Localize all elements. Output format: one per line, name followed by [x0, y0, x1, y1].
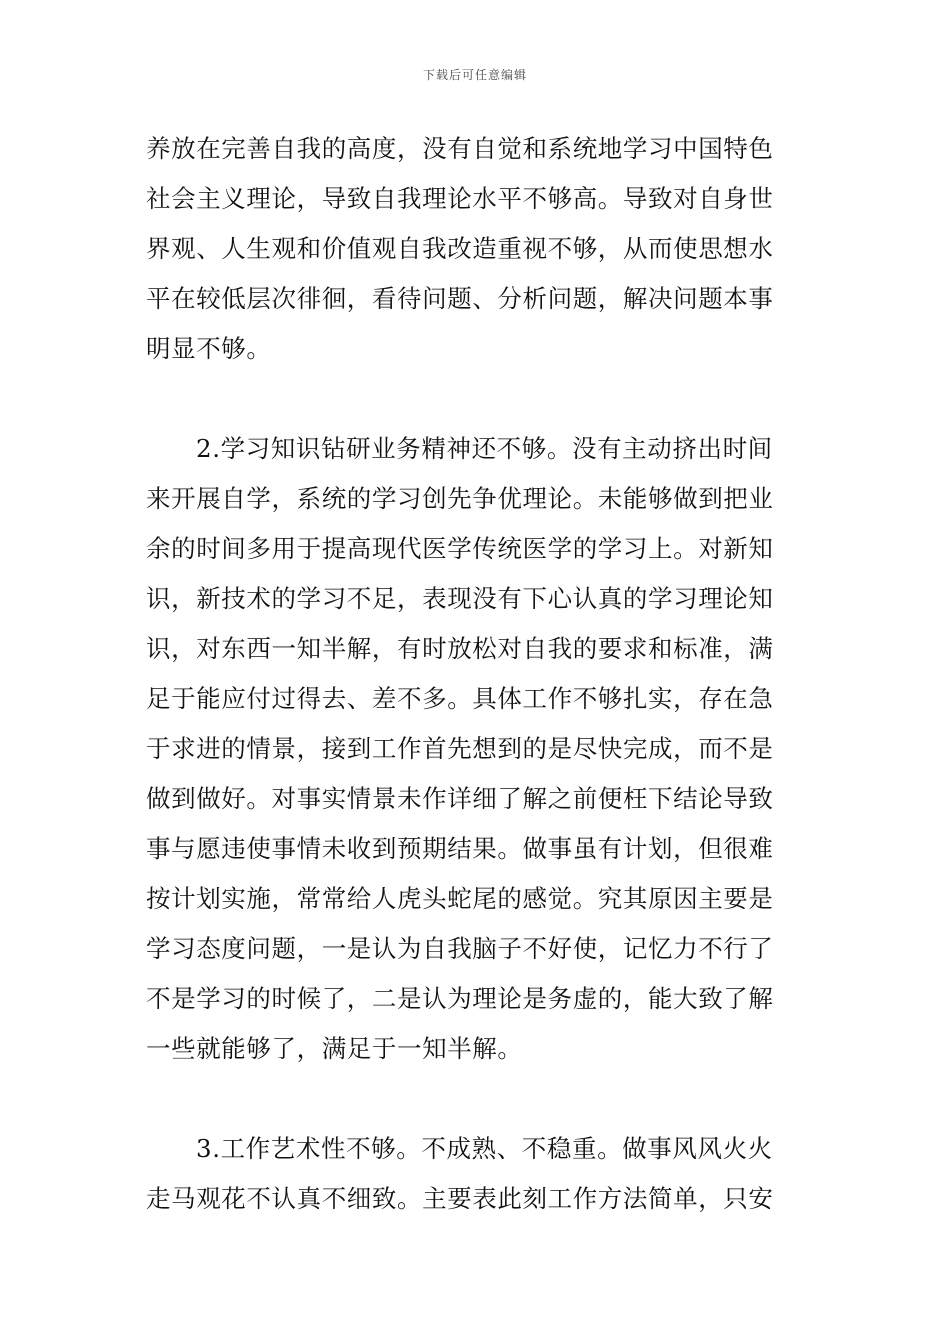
paragraph-spacer: [146, 374, 810, 424]
text-line: 按计划实施，常常给人虎头蛇尾的感觉。究其原因主要是: [146, 884, 774, 913]
text-line: 做到做好。对事实情景未作详细了解之前便枉下结论导致: [146, 784, 774, 813]
paragraph-spacer: [146, 1074, 810, 1124]
text-line: 走马观花不认真不细致。主要表此刻工作方法简单，只安: [146, 1184, 774, 1213]
header-note: 下载后可任意编辑: [422, 68, 527, 82]
text-line: 识，新技术的学习不足，表现没有下心认真的学习理论知: [146, 584, 774, 613]
text-line: 2.学习知识钻研业务精神还不够。没有主动挤出时间: [196, 434, 773, 463]
text-line: 平在较低层次徘徊，看待问题、分析问题，解决问题本事: [146, 284, 774, 313]
text-line: 不是学习的时候了，二是认为理论是务虚的，能大致了解: [146, 984, 774, 1013]
text-line: 界观、人生观和价值观自我改造重视不够，从而使思想水: [146, 234, 774, 263]
text-line: 足于能应付过得去、差不多。具体工作不够扎实，存在急: [146, 684, 774, 713]
text-line: 识，对东西一知半解，有时放松对自我的要求和标准，满: [146, 634, 774, 663]
text-line: 养放在完善自我的高度，没有自觉和系统地学习中国特色: [146, 134, 774, 163]
paragraph-2: [146, 424, 810, 1074]
text-line: 明显不够。: [146, 334, 272, 363]
text-line: 学习态度问题，一是认为自我脑子不好使，记忆力不行了: [146, 934, 774, 963]
paragraph-3: [146, 1124, 810, 1224]
text-line: 余的时间多用于提高现代医学传统医学的学习上。对新知: [146, 534, 774, 563]
text-line: 一些就能够了，满足于一知半解。: [146, 1034, 523, 1063]
text-line: 事与愿违使事情未收到预期结果。做事虽有计划，但很难: [146, 834, 774, 863]
text-line: 来开展自学，系统的学习创先争优理论。未能够做到把业: [146, 484, 774, 513]
paragraph-1: [146, 124, 810, 374]
text-line: 3.工作艺术性不够。不成熟、不稳重。做事风风火火: [196, 1134, 773, 1163]
body-text: [146, 124, 810, 1224]
text-line: 社会主义理论，导致自我理论水平不够高。导致对自身世: [146, 184, 774, 213]
text-line: 于求进的情景，接到工作首先想到的是尽快完成，而不是: [146, 734, 774, 763]
